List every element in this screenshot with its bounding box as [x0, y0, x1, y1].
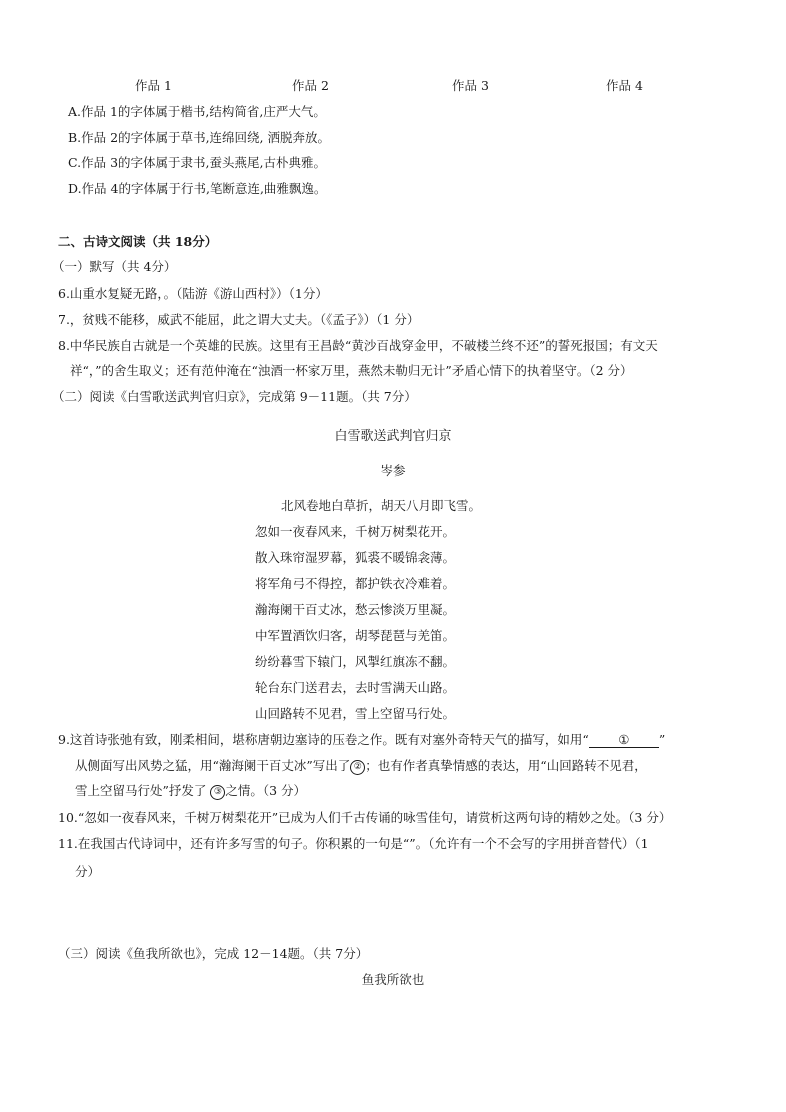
subsection-title: （二）阅读《白雪歌送武判官归京》，完成第 9－11题。（共 7分）: [52, 389, 417, 404]
work-label: 作品 4: [606, 78, 643, 93]
answer-mark-3: ③: [210, 785, 225, 800]
question-9-text: ；也有作者真挚情感的表达，用“山回路转不见君，: [365, 758, 647, 773]
question-9-text: ”: [658, 732, 666, 747]
option-c: C.作品 3的字体属于隶书,蚕头燕尾,古朴典雅。: [68, 155, 326, 170]
question-7: 7.，贫贱不能移，威武不能屈，此之谓大丈夫。（《孟子》）（1 分）: [58, 312, 420, 327]
option-d: D.作品 4的字体属于行书,笔断意连,曲雅飘逸。: [68, 181, 327, 196]
work-label: 作品 3: [452, 78, 489, 93]
question-11-line2: 分）: [75, 864, 101, 879]
question-8-line1: 8.中华民族自古就是一个英雄的民族。这里有王昌龄“黄沙百战穿金甲，不破楼兰终不还”的誓死报国；有文天: [58, 338, 658, 353]
section-title: 二、古诗文阅读（共 18分）: [58, 234, 218, 249]
question-10: 10.“忽如一夜春风来，千树万树梨花开”已成为人们千古传诵的咏雪佳句，请赏析这两句诗的精妙之处。（3 分）: [58, 810, 672, 825]
subsection-title: （三）阅读《鱼我所欲也》，完成 12－14题。（共 7分）: [58, 946, 369, 961]
question-9-line1: [58, 730, 665, 748]
question-8-line2: 祥“，”的舍生取义；还有范仲淹在“浊酒一杯家万里，燕然未勒归无计”矛盾心情下的执着坚守。（2 分）: [70, 363, 633, 378]
work-label: 作品 1: [135, 78, 172, 93]
question-9-text: 雪上空留马行处”抒发了: [75, 783, 211, 798]
answer-blank-1: ①: [589, 732, 659, 748]
option-b: B.作品 2的字体属于草书,连绵回绕, 洒脱奔放。: [68, 130, 331, 145]
question-9-line2: [75, 756, 647, 775]
question-9-text: 之情。（3 分）: [225, 783, 307, 798]
poem-author: 岑参: [380, 463, 406, 478]
poem-line: 北风卷地白草折，胡天八月即飞雪。: [281, 498, 482, 513]
passage-title: 鱼我所欲也: [361, 972, 425, 987]
poem-line: 中军置酒饮归客，胡琴琵琶与羌笛。: [255, 628, 456, 643]
answer-mark-2: ②: [350, 760, 365, 775]
poem-line: 轮台东门送君去，去时雪满天山路。: [255, 680, 456, 695]
question-9-text: 从侧面写出风势之猛，用“瀚海阑干百丈冰”写出了: [75, 758, 351, 773]
poem-line: 纷纷暮雪下辕门，风掣红旗冻不翻。: [255, 654, 456, 669]
option-a: A.作品 1的字体属于楷书,结构简省,庄严大气。: [68, 104, 326, 119]
question-11-line1: 11.在我国古代诗词中，还有许多写雪的句子。你积累的一句是“”。（允许有一个不会写的字用拼音替代）（1: [58, 836, 649, 851]
subsection-title: （一）默写（共 4分）: [52, 259, 177, 274]
question-6: 6.山重水复疑无路，。（陆游《游山西村》）（1分）: [58, 286, 328, 301]
question-9-text: 9.这首诗张弛有致，刚柔相间，堪称唐朝边塞诗的压卷之作。既有对塞外奇特天气的描写，如用“: [58, 732, 589, 747]
poem-title: 白雪歌送武判官归京: [334, 429, 452, 444]
poem-line: 山回路转不见君，雪上空留马行处。: [255, 706, 456, 721]
poem-line: 忽如一夜春风来，千树万树梨花开。: [255, 524, 456, 539]
work-label: 作品 2: [292, 78, 329, 93]
poem-line: 瀚海阑干百丈冰，愁云惨淡万里凝。: [255, 602, 456, 617]
question-9-line3: [75, 781, 306, 800]
poem-line: 散入珠帘湿罗幕，狐裘不暖锦衾薄。: [255, 550, 456, 565]
poem-line: 将军角弓不得控，都护铁衣冷难着。: [255, 576, 456, 591]
